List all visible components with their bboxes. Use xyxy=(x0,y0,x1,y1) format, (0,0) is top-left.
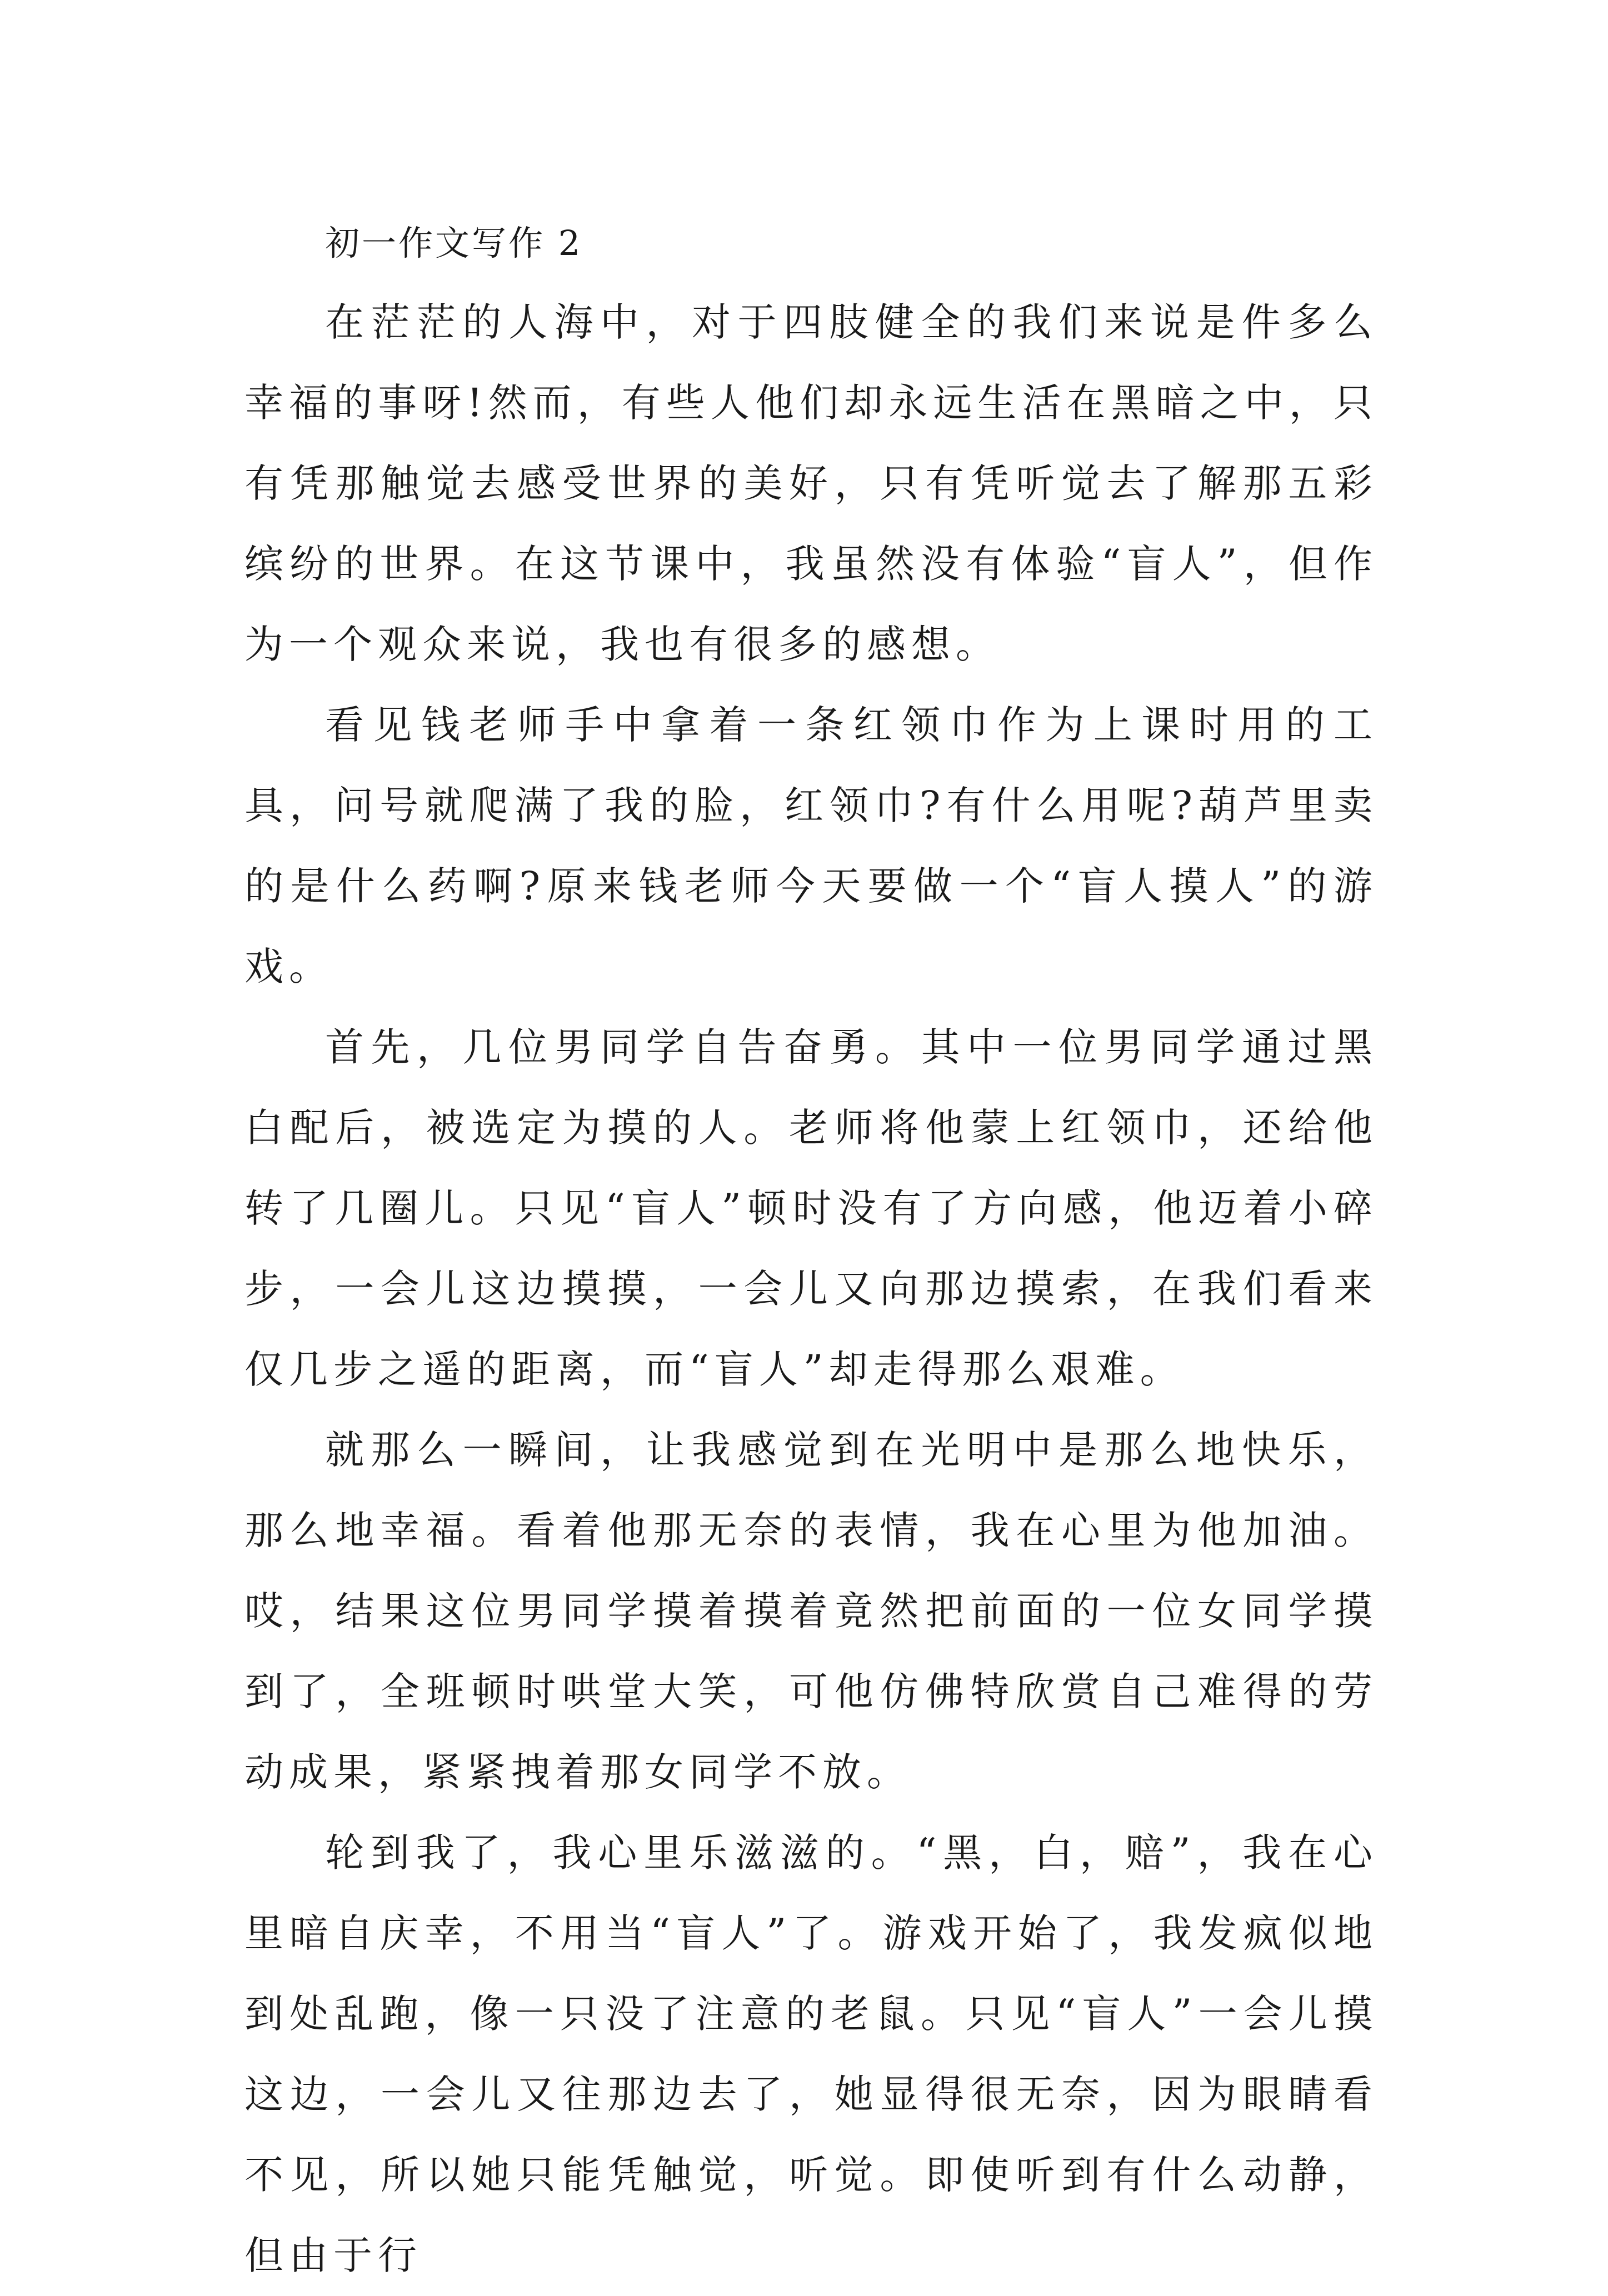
paragraph-1: 在茫茫的人海中，对于四肢健全的我们来说是件多么幸福的事呀!然而，有些人他们却永远生活在黑暗之中，只有凭那触觉去感受世界的美好，只有凭听觉去了解那五彩缤纷的世界。在这节课中，我虽然没有体验“盲人”，但作为一个观众来说，我也有很多的感想。 xyxy=(244,299,1378,667)
paragraph-5: 轮到我了，我心里乐滋滋的。“黑，白，赔”，我在心里暗自庆幸，不用当“盲人”了。游戏开始了，我发疯似地到处乱跑，像一只没了注意的老鼠。只见“盲人”一会儿摸这边，一会儿又往那边去了，她显得很无奈，因为眼睛看不见，所以她只能凭触觉，听觉。即使听到有什么动静，但由于行 xyxy=(244,1830,1378,2278)
document-title: 初一作文写作 2 xyxy=(325,223,583,263)
paragraph-3: 首先，几位男同学自告奋勇。其中一位男同学通过黑白配后，被选定为摸的人。老师将他蒙上红领巾，还给他转了几圈儿。只见“盲人”顿时没有了方向感，他迈着小碎步，一会儿这边摸摸，一会儿又向那边摸索，在我们看来仅几步之遥的距离，而“盲人”却走得那么艰难。 xyxy=(244,1024,1378,1392)
paragraph-2: 看见钱老师手中拿着一条红领巾作为上课时用的工具，问号就爬满了我的脸，红领巾?有什么用呢?葫芦里卖的是什么药啊?原来钱老师今天要做一个“盲人摸人”的游戏。 xyxy=(244,702,1378,989)
paragraph-4: 就那么一瞬间，让我感觉到在光明中是那么地快乐，那么地幸福。看着他那无奈的表情，我在心里为他加油。哎，结果这位男同学摸着摸着竟然把前面的一位女同学摸到了，全班顿时哄堂大笑，可他仿佛特欣赏自己难得的劳动成果，紧紧拽着那女同学不放。 xyxy=(244,1427,1378,1795)
document-body xyxy=(244,204,1378,2296)
